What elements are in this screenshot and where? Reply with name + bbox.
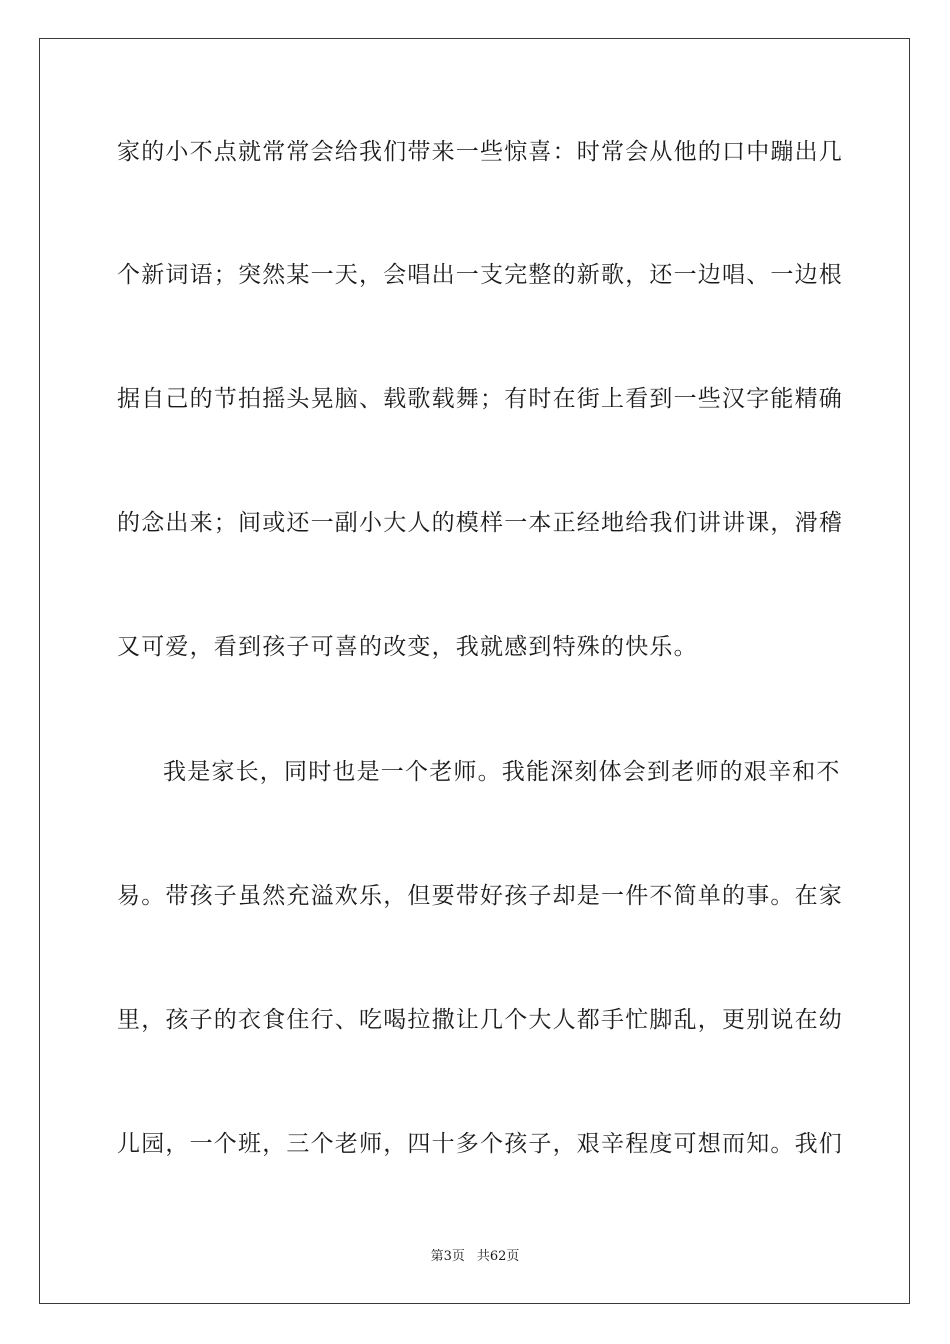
paragraph-line-5: 又可爱，看到孩子可喜的改变，我就感到特殊的快乐。 xyxy=(117,634,698,660)
page-number: 第3页 xyxy=(430,1249,465,1264)
paragraph-line-7: 易。带孩子虽然充溢欢乐，但要带好孩子却是一件不简单的事。在家 xyxy=(117,883,843,909)
paragraph-line-8: 里，孩子的衣食住行、吃喝拉撒让几个大人都手忙脚乱，更别说在幼 xyxy=(117,1007,843,1033)
page-footer xyxy=(0,1248,950,1266)
paragraph-line-9: 儿园，一个班，三个老师，四十多个孩子，艰辛程度可想而知。我们 xyxy=(117,1131,843,1157)
paragraph-line-4: 的念出来；间或还一副小大人的模样一本正经地给我们讲讲课，滑稽 xyxy=(117,510,843,536)
paragraph-line-6: 我是家长，同时也是一个老师。我能深刻体会到老师的艰辛和不 xyxy=(163,759,841,785)
paragraph-line-3: 据自己的节拍摇头晃脑、载歌载舞；有时在街上看到一些汉字能精确 xyxy=(117,386,843,412)
paragraph-line-2: 个新词语；突然某一天，会唱出一支完整的新歌，还一边唱、一边根 xyxy=(117,262,843,288)
paragraph-line-1: 家的小不点就常常会给我们带来一些惊喜：时常会从他的口中蹦出几 xyxy=(117,139,843,165)
page-border xyxy=(39,38,910,1304)
page-total: 共62页 xyxy=(476,1249,520,1264)
